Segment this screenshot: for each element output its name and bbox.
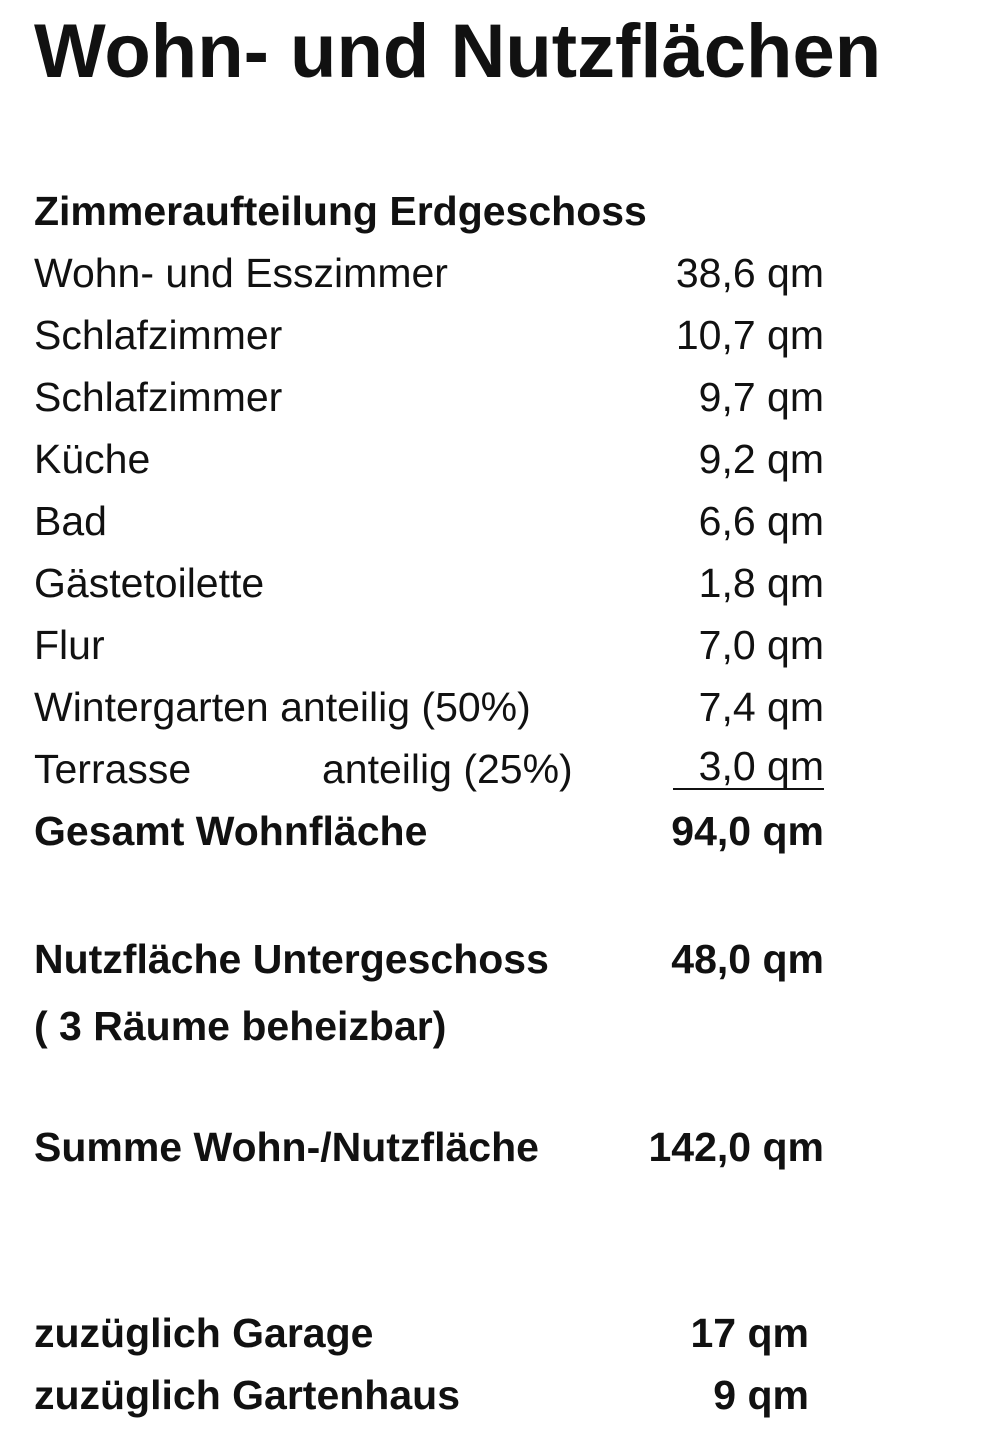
room-area: 6,6 qm — [698, 498, 824, 544]
basement-note: ( 3 Räume beheizbar) — [34, 1003, 447, 1049]
room-label: Flur — [34, 622, 105, 668]
page-title: Wohn- und Nutzflächen — [34, 9, 882, 94]
sum-label: Summe Wohn-/Nutzfläche — [34, 1124, 539, 1170]
room-area: 7,4 qm — [698, 684, 824, 730]
room-label: Gästetoilette — [34, 560, 265, 606]
room-area: 9,2 qm — [698, 436, 824, 482]
room-label: Schlafzimmer — [34, 312, 283, 358]
total-living-area-label: Gesamt Wohnfläche — [34, 808, 428, 854]
room-label: Schlafzimmer — [34, 374, 283, 420]
room-label: Wintergarten anteilig (50%) — [34, 684, 531, 730]
room-row — [34, 560, 834, 610]
room-row — [34, 436, 834, 486]
basement-label: Nutzfläche Untergeschoss — [34, 936, 549, 982]
extra-row-gartenhaus — [34, 1372, 819, 1422]
room-row — [34, 498, 834, 548]
room-area: 1,8 qm — [698, 560, 824, 606]
room-row — [34, 374, 834, 424]
total-living-area-value: 94,0 qm — [671, 808, 824, 854]
room-row — [34, 250, 834, 300]
room-area: 38,6 qm — [675, 250, 824, 296]
room-row — [34, 312, 834, 362]
sum-row — [34, 1124, 834, 1174]
extra-label: zuzüglich Gartenhaus — [34, 1372, 460, 1418]
extra-value: 9 qm — [713, 1372, 809, 1418]
extra-value: 17 qm — [690, 1310, 809, 1356]
room-label: Küche — [34, 436, 151, 482]
room-row — [34, 743, 834, 796]
room-label: Bad — [34, 498, 107, 544]
room-label-share: anteilig (25%) — [322, 746, 573, 792]
room-row — [34, 684, 834, 734]
room-area: 3,0 qm — [673, 746, 824, 790]
room-label-main: Terrasse — [34, 746, 192, 792]
room-area: 9,7 qm — [698, 374, 824, 420]
room-area: 7,0 qm — [698, 622, 824, 668]
extra-label: zuzüglich Garage — [34, 1310, 374, 1356]
basement-value: 48,0 qm — [671, 936, 824, 982]
room-row — [34, 622, 834, 672]
extra-row-garage — [34, 1310, 819, 1360]
room-label — [34, 746, 573, 793]
section-heading-ground-floor: Zimmeraufteilung Erdgeschoss — [34, 188, 647, 234]
basement-row — [34, 936, 834, 986]
sum-value: 142,0 qm — [648, 1124, 824, 1170]
room-label: Wohn- und Esszimmer — [34, 250, 448, 296]
total-living-area-row — [34, 808, 834, 858]
room-area: 10,7 qm — [675, 312, 824, 358]
